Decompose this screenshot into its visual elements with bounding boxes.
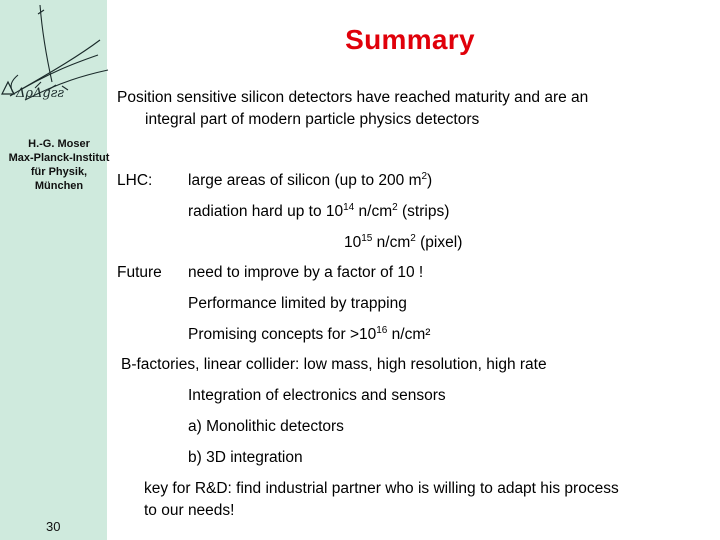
author-affiliation: [0, 137, 118, 193]
lhc-line-1: large areas of silicon (up to 200 $m^2$): [188, 171, 433, 189]
future-line-1: need to improve by a factor of 10 !: [188, 264, 424, 281]
intro-line-1: Position sensitive silicon detectors have reached maturity and are an: [117, 89, 589, 106]
bf-item-1: Integration of electronics and sensors: [188, 387, 446, 404]
affiliation-line: H.-G. Moser: [28, 138, 90, 150]
slide-title: Summary: [345, 24, 475, 55]
lhc-label: LHC:: [117, 172, 153, 189]
page-number: 30: [46, 519, 61, 534]
svg-text:ΔρΔgƨƨ: ΔρΔgƨƨ: [16, 86, 65, 101]
intro-line-2: integral part of modern particle physics detectors: [145, 111, 480, 128]
affiliation-line: München: [34, 180, 84, 192]
bfactories-line: B-factories, linear collider: low mass, high resolution, high rate: [121, 356, 547, 373]
future-line-3: Promising concepts for $>10^{16}$ n/cm²: [188, 325, 431, 343]
future-line-2: Performance limited by trapping: [188, 295, 407, 312]
future-label: Future: [117, 264, 162, 281]
affiliation-line: für Physik,: [30, 166, 88, 178]
bf-item-3: b) 3D integration: [188, 449, 303, 466]
key-line-1: key for R&D: find industrial partner who is willing to adapt his process: [144, 480, 619, 497]
affiliation-line: Max-Planck-Institut: [8, 152, 110, 164]
key-line-2: to our needs!: [144, 502, 235, 519]
lhc-line-2: radiation hard up to $10^{14}$ $n/cm^2$ (strips): [188, 202, 450, 220]
bf-item-2: a) Monolithic detectors: [188, 418, 344, 435]
lhc-line-3: $10^{15}$ $n/cm^2$ (pixel): [344, 233, 463, 251]
